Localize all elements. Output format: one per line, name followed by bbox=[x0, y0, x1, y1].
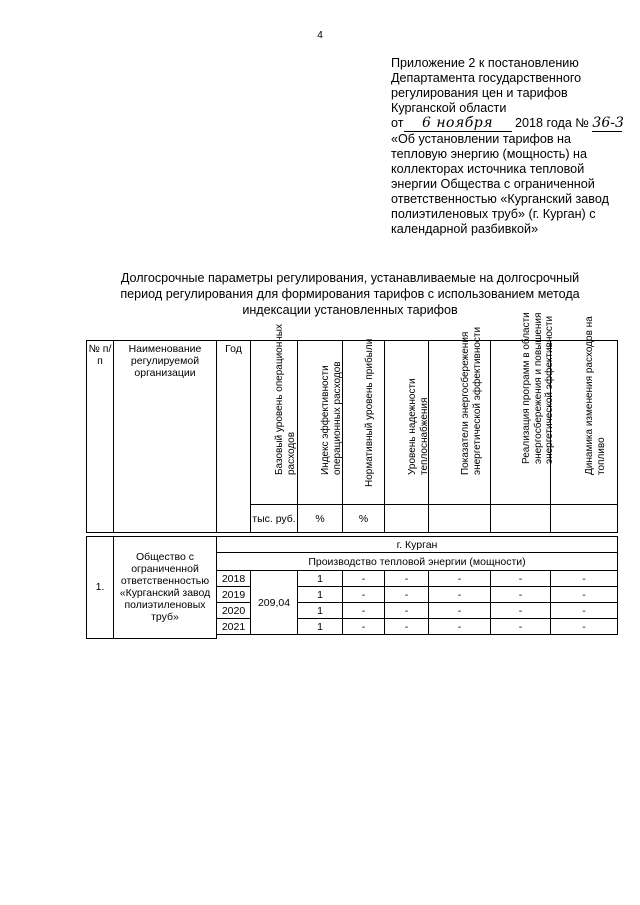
year-cell: 2019 bbox=[217, 587, 251, 603]
reliability-cell: - bbox=[385, 603, 429, 619]
appendix-subject-line: коллекторах источника тепловой bbox=[391, 162, 585, 176]
header-programs-text: Реализация программ в области энергосбережения и повышения энергетической эффективности bbox=[520, 311, 555, 464]
header-row bbox=[87, 341, 618, 505]
unit-profit: % bbox=[343, 505, 385, 533]
date-suffix: 2018 года № bbox=[515, 116, 589, 130]
appendix-subject-line: календарной разбивкой» bbox=[391, 222, 539, 236]
production-label: Производство тепловой энергии (мощности) bbox=[217, 553, 618, 571]
year-cell: 2020 bbox=[217, 603, 251, 619]
header-reliability bbox=[385, 341, 429, 505]
header-base-level bbox=[251, 324, 298, 505]
energy-cell: - bbox=[429, 587, 491, 603]
appendix-line: Курганской области bbox=[391, 101, 507, 115]
row-number: 1. bbox=[87, 537, 114, 639]
year-cell: 2018 bbox=[217, 571, 251, 587]
city-row bbox=[87, 537, 618, 553]
fuel-cell: - bbox=[551, 571, 618, 587]
energy-cell: - bbox=[429, 619, 491, 635]
programs-cell: - bbox=[491, 603, 551, 619]
header-reliability-text: Уровень надежности теплоснабжения bbox=[406, 378, 429, 475]
handwritten-date: 6 ноября bbox=[404, 116, 512, 132]
handwritten-number: 36-3 bbox=[592, 115, 624, 131]
date-prefix: от bbox=[391, 116, 404, 130]
profit-cell: - bbox=[343, 603, 385, 619]
energy-cell: - bbox=[429, 603, 491, 619]
year-cell: 2021 bbox=[217, 619, 251, 635]
appendix-date-line bbox=[391, 116, 631, 132]
programs-cell: - bbox=[491, 571, 551, 587]
programs-cell: - bbox=[491, 587, 551, 603]
energy-cell: - bbox=[429, 571, 491, 587]
header-energy-indicators-text: Показатели энергосбережения энергетической эффективности bbox=[459, 326, 482, 475]
index-cell: 1 bbox=[298, 619, 343, 635]
fuel-cell: - bbox=[551, 619, 618, 635]
title-line: Долгосрочные параметры регулирования, устанавливаемые на долгосрочный bbox=[120, 271, 580, 285]
index-cell: 1 bbox=[298, 587, 343, 603]
unit-index: % bbox=[298, 505, 343, 533]
page-number: 4 bbox=[317, 30, 323, 41]
fuel-cell: - bbox=[551, 587, 618, 603]
header-efficiency-index bbox=[298, 341, 343, 505]
parameters-table bbox=[86, 311, 618, 639]
profit-cell: - bbox=[343, 619, 385, 635]
appendix-subject-line: «Об установлении тарифов на bbox=[391, 132, 572, 146]
header-energy-indicators bbox=[429, 326, 491, 505]
index-cell: 1 bbox=[298, 603, 343, 619]
header-fuel-dynamics-text: Динамика изменения расходов на топливо bbox=[584, 316, 607, 475]
header-num: № п/п bbox=[87, 341, 114, 533]
unit-base: тыс. руб. bbox=[251, 505, 298, 533]
reliability-cell: - bbox=[385, 571, 429, 587]
fuel-cell: - bbox=[551, 603, 618, 619]
city-label: г. Курган bbox=[217, 537, 618, 553]
header-profit bbox=[343, 338, 385, 505]
appendix-line: Приложение 2 к постановлению bbox=[391, 56, 579, 70]
appendix-subject-line: ответственностью «Курганский завод bbox=[391, 192, 609, 206]
header-base-level-text: Базовый уровень операционных расходов bbox=[274, 324, 297, 475]
profit-cell: - bbox=[343, 587, 385, 603]
organization-name: Общество с ограниченной ответственностью «Курганский завод полиэтиленовых труб» bbox=[114, 537, 217, 639]
header-efficiency-index-text: Индекс эффективности операционных расходов bbox=[320, 361, 343, 475]
appendix-line: Департамента государственного bbox=[391, 71, 582, 85]
header-fuel-dynamics bbox=[551, 316, 618, 505]
header-year: Год bbox=[217, 341, 251, 533]
header-programs bbox=[491, 311, 555, 505]
header-organization: Наименование регулируемой организации bbox=[114, 341, 217, 533]
reliability-cell: - bbox=[385, 619, 429, 635]
appendix-subject-line: энергии Общества с ограниченной bbox=[391, 177, 595, 191]
programs-cell: - bbox=[491, 619, 551, 635]
index-cell: 1 bbox=[298, 571, 343, 587]
appendix-line: регулирования цен и тарифов bbox=[391, 86, 568, 100]
title-line: период регулирования для формирования тарифов с использованием метода bbox=[120, 287, 580, 301]
appendix-subject-line: тепловую энергию (мощность) на bbox=[391, 147, 588, 161]
base-value: 209,04 bbox=[251, 571, 298, 635]
appendix-header bbox=[391, 56, 631, 237]
appendix-subject-line: полиэтиленовых труб» (г. Курган) с bbox=[391, 207, 596, 221]
title-line: индексации установленных тарифов bbox=[242, 303, 458, 317]
reliability-cell: - bbox=[385, 587, 429, 603]
header-profit-text: Нормативный уровень прибыли bbox=[363, 338, 375, 487]
profit-cell: - bbox=[343, 571, 385, 587]
